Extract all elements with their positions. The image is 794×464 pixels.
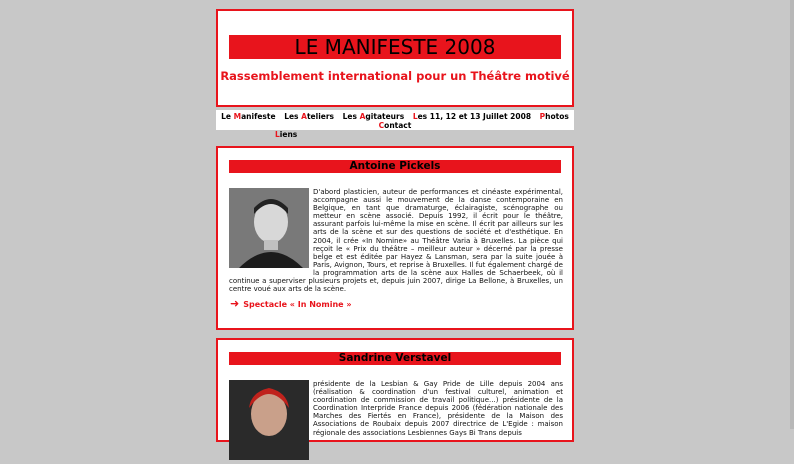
artist-name: Sandrine Verstavel bbox=[229, 352, 561, 365]
artist-card bbox=[216, 338, 574, 442]
header-box bbox=[216, 9, 574, 107]
artist-card bbox=[216, 146, 574, 330]
spectacle-link[interactable]: ➜ Spectacle « In Nomine » bbox=[230, 297, 352, 310]
artist-bio-wrap bbox=[229, 188, 563, 293]
nav-item-dates[interactable]: Les 11, 12 et 13 Juillet 2008 bbox=[412, 112, 532, 121]
site-title[interactable]: LE MANIFESTE 2008 bbox=[229, 35, 561, 59]
nav-item-liens[interactable]: Liens bbox=[275, 130, 298, 139]
artist-bio: présidente de la Lesbian & Gay Pride de Lille depuis 2004 ans (réalisation & coordination d'un festival culturel, animation et coordination de commission de travail politique...) présidente de la Coordination Interpride France depuis 2006 (fédération nationale des Marches des Fiertés en France), présidente de la Maison des Associations de Roubaix depuis 2007 directrice de L'Egide : maison régionale des associations Lesbiennes Gays Bi Trans depuis bbox=[313, 380, 563, 437]
nav-item-agitateurs[interactable]: Les Agitateurs bbox=[342, 112, 405, 121]
nav-item-manifeste[interactable]: Le Manifeste bbox=[221, 112, 276, 121]
main-nav bbox=[216, 110, 574, 139]
artist-bio: D'abord plasticien, auteur de performances et cinéaste expérimental, accompagne aussi le mouvement de la danse contemporaine en Belgique, en tant que dramaturge, éclairagiste, scénographe ou metteur en scène associé. Depuis 1992, il écrit pour le théâtre, assurant parfois lui-même la mise en scène. Il écrit par ailleurs sur les arts de la scène et sur des questions de société et d'esthétique. En 2004, il crée «In Nomine» au Théâtre Varia à Bruxelles. La pièce qui reçoit le « Prix du théâtre – meilleur auteur » décerné par la presse belge et est éditée par Hayez & Lansman, sera par la suite jouée à Paris, Avignon, Tours, et reprise à Bruxelles. Il fut également chargé de la programmation arts de la scène aux Halles de Schaerbeek, où il continue a superviser plusieurs projets et, depuis juin 2007, dirige La Bellone, à Bruxelles, un centre voué aux arts de la scène. bbox=[229, 188, 563, 294]
site-subtitle: Rassemblement international pour un Théâtre motivé bbox=[220, 69, 570, 83]
artist-bio-wrap bbox=[229, 380, 563, 464]
scrollbar[interactable] bbox=[790, 0, 794, 429]
nav-item-photos[interactable]: Photos bbox=[539, 112, 569, 121]
nav-item-ateliers[interactable]: Les Ateliers bbox=[284, 112, 335, 121]
artist-name: Antoine Pickels bbox=[229, 160, 561, 173]
arrow-right-icon: ➜ bbox=[230, 297, 240, 310]
nav-item-contact[interactable]: Contact bbox=[378, 121, 412, 130]
